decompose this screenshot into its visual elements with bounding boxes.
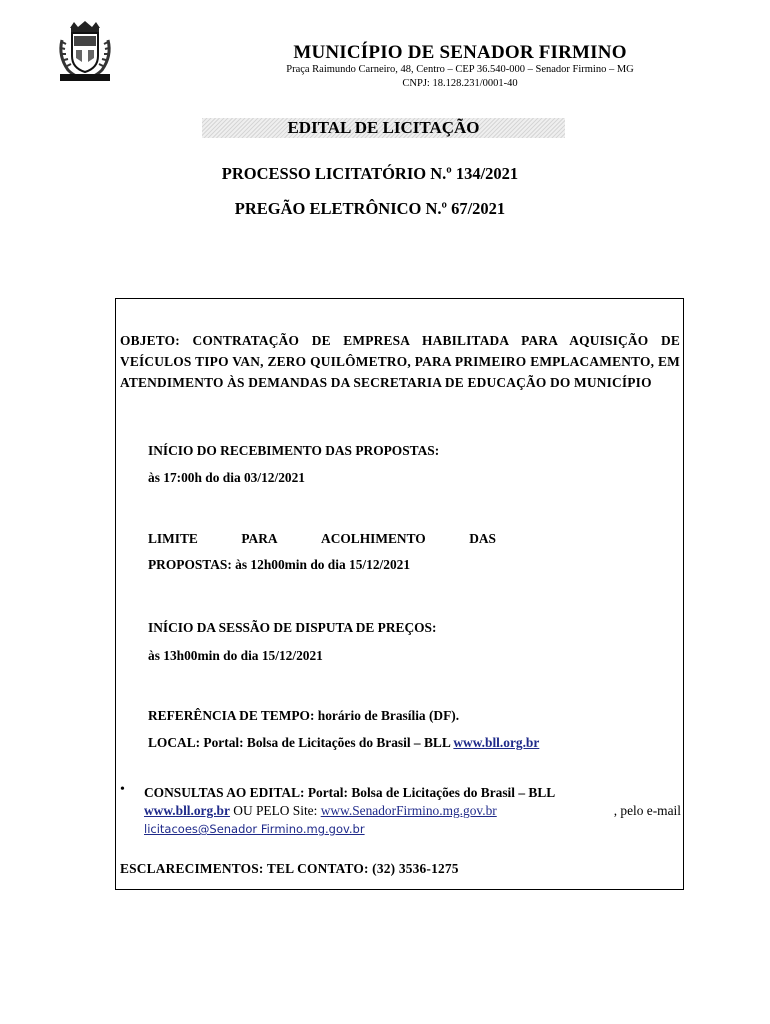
email-link[interactable]: licitacoes@Senador Firmino.mg.gov.br <box>144 822 365 836</box>
consultas-paragraph <box>144 784 681 838</box>
bullet-icon: • <box>120 782 125 797</box>
pregao-eletronico: PREGÃO ELETRÔNICO N.º 67/2021 <box>234 199 506 218</box>
inicio-sessao-value: às 13h00min do dia 15/12/2021 <box>148 648 323 663</box>
processo-licitatorio: PROCESSO LICITATÓRIO N.º 134/2021 <box>221 164 519 183</box>
municipal-coat-of-arms-icon <box>56 20 114 84</box>
municipality-cnpj: CNPJ: 18.128.231/0001-40 <box>402 78 518 89</box>
consultas-end: , pelo e-mail <box>613 803 681 818</box>
bll-link[interactable]: www.bll.org.br <box>453 735 540 750</box>
local-line <box>148 735 539 751</box>
inicio-recebimento-value: às 17:00h do dia 03/12/2021 <box>148 470 305 485</box>
limite-word: ACOLHIMENTO <box>321 531 426 546</box>
bll-link-2[interactable]: www.bll.org.br <box>144 803 230 818</box>
local-label: LOCAL: Portal: Bolsa de Licitações do Brasil – BLL <box>148 735 454 750</box>
edital-title-band <box>202 118 565 138</box>
consultas-label: CONSULTAS AO EDITAL: Portal: Bolsa de Licitações do Brasil – BLL <box>144 785 556 800</box>
prefeitura-site-link[interactable]: www.SenadorFirmino.mg.gov.br <box>320 803 497 818</box>
referencia-tempo: REFERÊNCIA DE TEMPO: horário de Brasília (DF). <box>148 708 460 723</box>
inicio-sessao-label: INÍCIO DA SESSÃO DE DISPUTA DE PREÇOS: <box>148 620 437 635</box>
edital-title: EDITAL DE LICITAÇÃO <box>287 118 480 137</box>
limite-acolhimento-label <box>148 531 496 547</box>
limite-word: PARA <box>241 531 278 546</box>
objeto-text: OBJETO: CONTRATAÇÃO DE EMPRESA HABILITADA PARA AQUISIÇÃO DE VEÍCULOS TIPO VAN, ZERO QUILÔMETRO, PARA PRIMEIRO EMPLACAMENTO, EM ATENDIMENTO ÀS DEMANDAS DA SECRETARIA DE EDUCAÇÃO DO MUNICÍPIO <box>120 333 680 390</box>
consultas-mid: OU PELO Site: <box>229 803 321 818</box>
municipality-address: Praça Raimundo Carneiro, 48, Centro – CEP 36.540-000 – Senador Firmino – MG <box>286 64 634 75</box>
municipality-title: MUNICÍPIO DE SENADOR FIRMINO <box>293 42 627 63</box>
esclarecimentos-contact: ESCLARECIMENTOS: TEL CONTATO: (32) 3536-1275 <box>120 861 459 876</box>
inicio-recebimento-label: INÍCIO DO RECEBIMENTO DAS PROPOSTAS: <box>148 443 440 458</box>
consultas-line2 <box>144 802 681 820</box>
limite-word: LIMITE <box>148 531 198 546</box>
limite-acolhimento-value: PROPOSTAS: às 12h00min do dia 15/12/2021 <box>148 557 411 572</box>
limite-word: DAS <box>469 531 496 546</box>
